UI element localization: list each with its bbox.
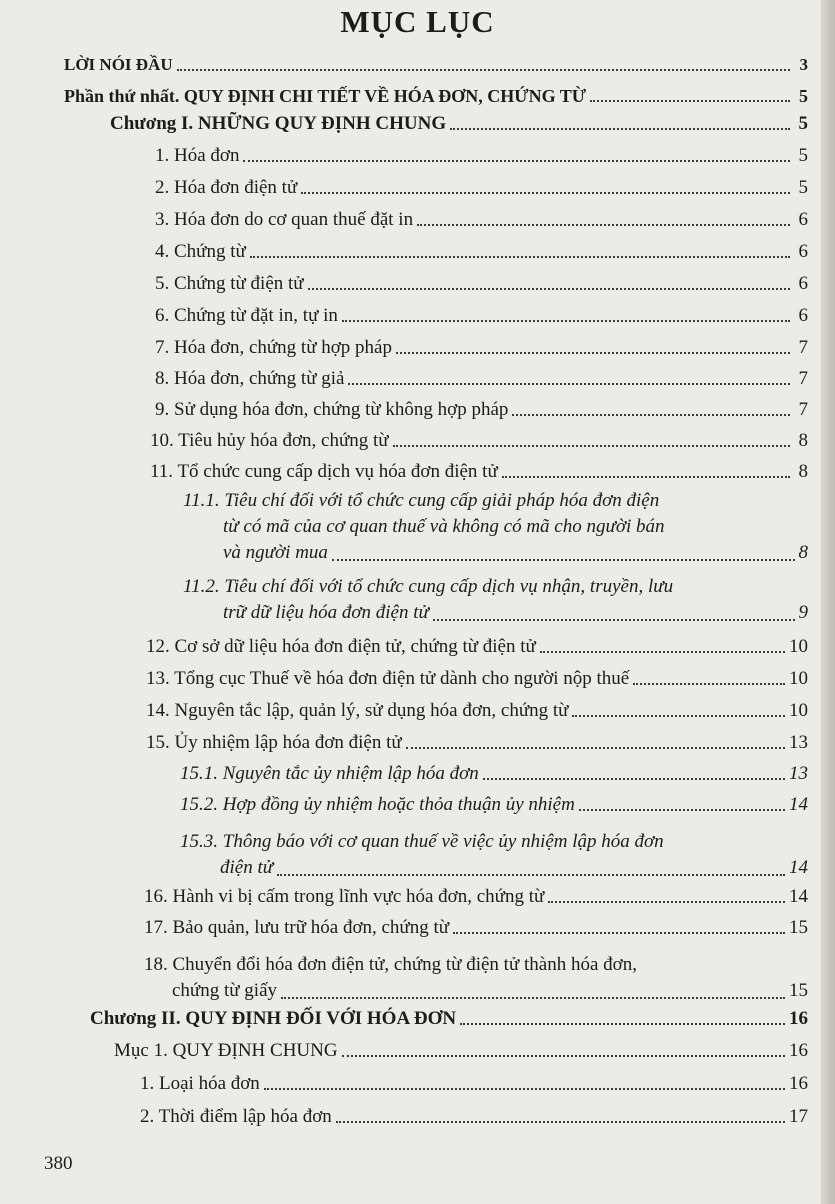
- toc-entry-text: chứng từ giấy: [172, 980, 278, 1001]
- dot-leader: [250, 256, 790, 258]
- dot-leader: [540, 651, 785, 653]
- toc-page-number: 6: [798, 273, 808, 294]
- toc-entry-text: 1. Hóa đơn: [155, 145, 240, 166]
- toc-page-number: 14: [789, 886, 808, 907]
- toc-entry[interactable]: [146, 700, 808, 722]
- toc-entry-text: 15.1. Nguyên tắc ủy nhiệm lập hóa đơn: [180, 763, 479, 784]
- toc-entry[interactable]: [146, 732, 808, 754]
- toc-page-number: 17: [789, 1106, 808, 1127]
- dot-leader: [243, 160, 790, 162]
- toc-entry[interactable]: [144, 917, 808, 939]
- toc-entry[interactable]: [155, 273, 808, 295]
- toc-page-number: 6: [798, 305, 808, 326]
- dot-leader: [572, 715, 785, 717]
- toc-entry-chapter1[interactable]: [110, 113, 808, 135]
- toc-entry-text: 4. Chứng từ: [155, 241, 246, 262]
- toc-subentry-11-2[interactable]: [183, 574, 808, 626]
- dot-leader: [406, 747, 785, 749]
- toc-entry-text: 17. Bảo quản, lưu trữ hóa đơn, chứng từ: [144, 917, 450, 938]
- toc-subentry[interactable]: [180, 763, 808, 785]
- dot-leader: [453, 932, 785, 934]
- toc-entry-18[interactable]: [144, 952, 808, 1004]
- dot-leader: [336, 1121, 785, 1123]
- toc-page-number: 10: [789, 636, 808, 657]
- dot-leader: [281, 997, 785, 999]
- toc-page-number: 5: [798, 145, 808, 166]
- toc-entry-text: 18. Chuyển đổi hóa đơn điện tử, chứng từ điện tử thành hóa đơn,: [144, 954, 637, 975]
- dot-leader: [633, 683, 785, 685]
- dot-leader: [460, 1023, 785, 1025]
- dot-leader: [348, 383, 790, 385]
- toc-entry-text: Mục 1. QUY ĐỊNH CHUNG: [114, 1040, 338, 1061]
- toc-entry[interactable]: [155, 209, 808, 231]
- toc-subentry-11-1[interactable]: [183, 488, 808, 566]
- dot-leader: [177, 69, 790, 71]
- toc-page-number: 6: [798, 209, 808, 230]
- toc-page-number: 3: [799, 55, 808, 74]
- toc-page-number: 5: [798, 177, 808, 198]
- toc-page-number: 8: [798, 542, 808, 563]
- toc-page-number: 15: [789, 917, 808, 938]
- toc-entry-text: 13. Tổng cục Thuế về hóa đơn điện tử dành cho người nộp thuế: [146, 668, 630, 689]
- toc-page-number: 6: [798, 241, 808, 262]
- dot-leader: [512, 414, 790, 416]
- toc-entry[interactable]: [155, 145, 808, 167]
- toc-entry-text: 1. Loại hóa đơn: [140, 1073, 260, 1094]
- dot-leader: [277, 874, 785, 876]
- toc-entry-text: Chương II. QUY ĐỊNH ĐỐI VỚI HÓA ĐƠN: [90, 1008, 457, 1029]
- dot-leader: [548, 901, 785, 903]
- toc-subentry[interactable]: [180, 794, 808, 816]
- toc-entry[interactable]: [146, 636, 808, 658]
- dot-leader: [483, 778, 785, 780]
- toc-page-number: 14: [789, 794, 808, 815]
- toc-page-number: 13: [789, 763, 808, 784]
- toc-entry[interactable]: [150, 430, 808, 452]
- toc-entry-part1[interactable]: [64, 85, 808, 107]
- dot-leader: [417, 224, 790, 226]
- toc-page-number: 10: [789, 668, 808, 689]
- dot-leader: [308, 288, 790, 290]
- toc-page-number: 13: [789, 732, 808, 753]
- toc-entry-text: 12. Cơ sở dữ liệu hóa đơn điện tử, chứng từ điện tử: [146, 636, 536, 657]
- toc-entry[interactable]: [150, 461, 808, 483]
- toc-entry[interactable]: [155, 241, 808, 263]
- toc-page-number: 9: [798, 602, 808, 623]
- toc-entry-text: 11.2. Tiêu chí đối với tổ chức cung cấp dịch vụ nhận, truyền, lưu: [183, 576, 674, 597]
- dot-leader: [590, 100, 790, 102]
- dot-leader: [264, 1088, 785, 1090]
- toc-entry[interactable]: [155, 399, 808, 421]
- toc-subentry-15-3[interactable]: [180, 829, 808, 881]
- toc-entry[interactable]: [155, 177, 808, 199]
- toc-page-number: 15: [789, 980, 808, 1001]
- toc-entry-text: 11. Tổ chức cung cấp dịch vụ hóa đơn điện tử: [150, 461, 498, 482]
- toc-entry-section1[interactable]: [114, 1040, 808, 1062]
- toc-entry-text: Chương I. NHỮNG QUY ĐỊNH CHUNG: [110, 113, 447, 134]
- toc-entry-text: 8. Hóa đơn, chứng từ giả: [155, 368, 345, 389]
- dot-leader: [342, 320, 790, 322]
- toc-page-number: 7: [798, 337, 808, 358]
- toc-entry-chapter2[interactable]: [90, 1008, 808, 1030]
- page-edge: [821, 0, 835, 1204]
- toc-entry[interactable]: [155, 337, 808, 359]
- toc-entry-text: LỜI NÓI ĐẦU: [64, 55, 173, 74]
- toc-entry-text: và người mua: [223, 542, 328, 563]
- toc-entry-text: 2. Thời điểm lập hóa đơn: [140, 1106, 332, 1127]
- toc-entry-text: Phần thứ nhất. QUY ĐỊNH CHI TIẾT VỀ HÓA ĐƠN, CHỨNG TỪ: [64, 86, 587, 106]
- toc-entry[interactable]: [146, 668, 808, 690]
- toc-entry[interactable]: [155, 305, 808, 327]
- dot-leader: [301, 192, 790, 194]
- toc-entry-text: trữ dữ liệu hóa đơn điện tử: [223, 602, 429, 623]
- toc-page-number: 7: [798, 399, 808, 420]
- toc-entry-text: 5. Chứng từ điện tử: [155, 273, 304, 294]
- toc-entry-text: 11.1. Tiêu chí đối với tổ chức cung cấp giải pháp hóa đơn điện: [183, 490, 660, 511]
- dot-leader: [396, 352, 790, 354]
- dot-leader: [450, 128, 790, 130]
- toc-entry-text: 6. Chứng từ đặt in, tự in: [155, 305, 338, 326]
- toc-entry-text: 15. Ủy nhiệm lập hóa đơn điện tử: [146, 732, 402, 753]
- page-title: MỤC LỤC: [340, 4, 495, 39]
- toc-page-number: 8: [798, 461, 808, 482]
- toc-entry-text: từ có mã của cơ quan thuế và không có mã cho người bán: [223, 516, 665, 537]
- toc-page-number: 16: [789, 1073, 808, 1094]
- toc-entry-text: điện tử: [220, 857, 274, 878]
- toc-page-number: 16: [789, 1040, 808, 1061]
- toc-entry[interactable]: [144, 886, 808, 908]
- dot-leader: [332, 559, 795, 561]
- toc-page-number: 10: [789, 700, 808, 721]
- toc-entry[interactable]: [155, 368, 808, 390]
- toc-entry-preface[interactable]: [64, 54, 808, 76]
- dot-leader: [502, 476, 790, 478]
- toc-page-number: 8: [798, 430, 808, 451]
- dot-leader: [433, 619, 795, 621]
- toc-entry-text: 14. Nguyên tắc lập, quản lý, sử dụng hóa đơn, chứng từ: [146, 700, 569, 721]
- toc-page-number: 5: [799, 86, 808, 106]
- toc-entry-text: 15.2. Hợp đồng ủy nhiệm hoặc thỏa thuận ủy nhiệm: [180, 794, 575, 815]
- toc-entry[interactable]: [140, 1073, 808, 1095]
- dot-leader: [342, 1055, 785, 1057]
- toc-entry-text: 15.3. Thông báo với cơ quan thuế về việc ủy nhiệm lập hóa đơn: [180, 831, 664, 852]
- toc-page-number: 5: [798, 113, 808, 134]
- toc-page-number: 7: [798, 368, 808, 389]
- dot-leader: [393, 445, 790, 447]
- dot-leader: [579, 809, 785, 811]
- toc-entry[interactable]: [140, 1106, 808, 1128]
- toc-entry-text: 3. Hóa đơn do cơ quan thuế đặt in: [155, 209, 414, 230]
- toc-entry-text: 10. Tiêu hủy hóa đơn, chứng từ: [150, 430, 389, 451]
- toc-entry-text: 16. Hành vi bị cấm trong lĩnh vực hóa đơn, chứng từ: [144, 886, 545, 907]
- toc-entry-text: 9. Sử dụng hóa đơn, chứng từ không hợp pháp: [155, 399, 509, 420]
- page-number: 380: [44, 1153, 73, 1174]
- toc-page-number: 14: [789, 857, 808, 878]
- toc-entry-text: 7. Hóa đơn, chứng từ hợp pháp: [155, 337, 392, 358]
- toc-entry-text: 2. Hóa đơn điện tử: [155, 177, 298, 198]
- toc-page-number: 16: [789, 1008, 808, 1029]
